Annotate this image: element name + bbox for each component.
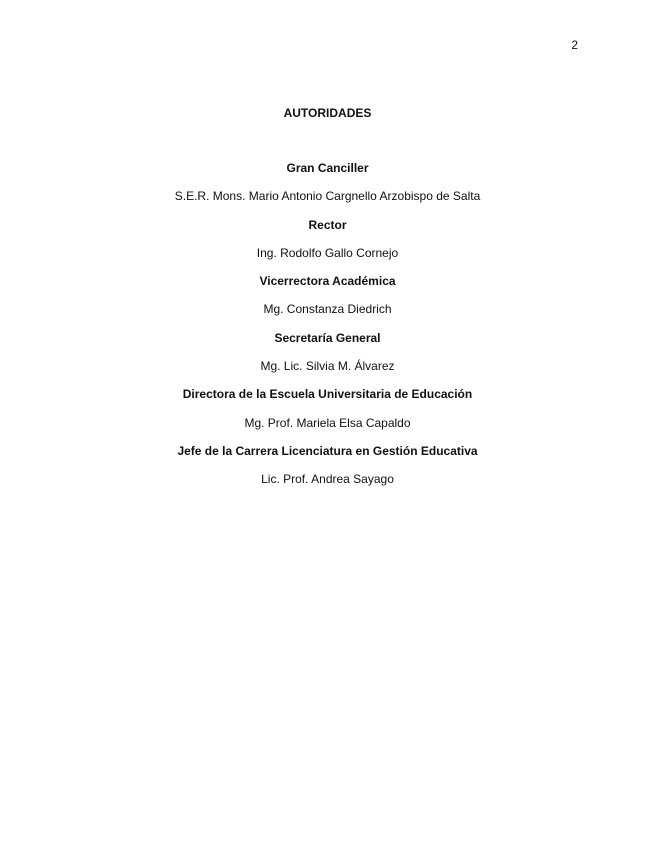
role-label: Gran Canciller: [286, 161, 369, 175]
page-number: 2: [571, 38, 578, 52]
authority-secretaria-general: [0, 331, 655, 388]
person-name: Mg. Constanza Diedrich: [263, 302, 392, 317]
person-name: Mg. Lic. Silvia M. Álvarez: [260, 359, 395, 374]
person-name: Ing. Rodolfo Gallo Cornejo: [256, 245, 399, 260]
authorities-list: [0, 161, 655, 501]
authority-directora-escuela: [0, 387, 655, 444]
role-label: Rector: [308, 217, 347, 232]
authority-rector: [0, 218, 655, 275]
authority-gran-canciller: [0, 161, 655, 218]
role-label: Directora de la Escuela Universitaria de Educación: [182, 387, 473, 402]
role-label: Vicerrectora Académica: [259, 274, 396, 289]
person-name: Mg. Prof. Mariela Elsa Capaldo: [244, 415, 411, 430]
authority-vicerrectora-academica: [0, 274, 655, 331]
role-label: Secretaría General: [274, 330, 381, 345]
authority-jefe-carrera: [0, 444, 655, 501]
role-label: Jefe de la Carrera Licenciatura en Gestión Educativa: [177, 443, 478, 458]
person-name: Lic. Prof. Andrea Sayago: [261, 472, 394, 487]
page-title: AUTORIDADES: [283, 106, 372, 120]
person-name: S.E.R. Mons. Mario Antonio Cargnello Arzobispo de Salta: [174, 189, 481, 204]
